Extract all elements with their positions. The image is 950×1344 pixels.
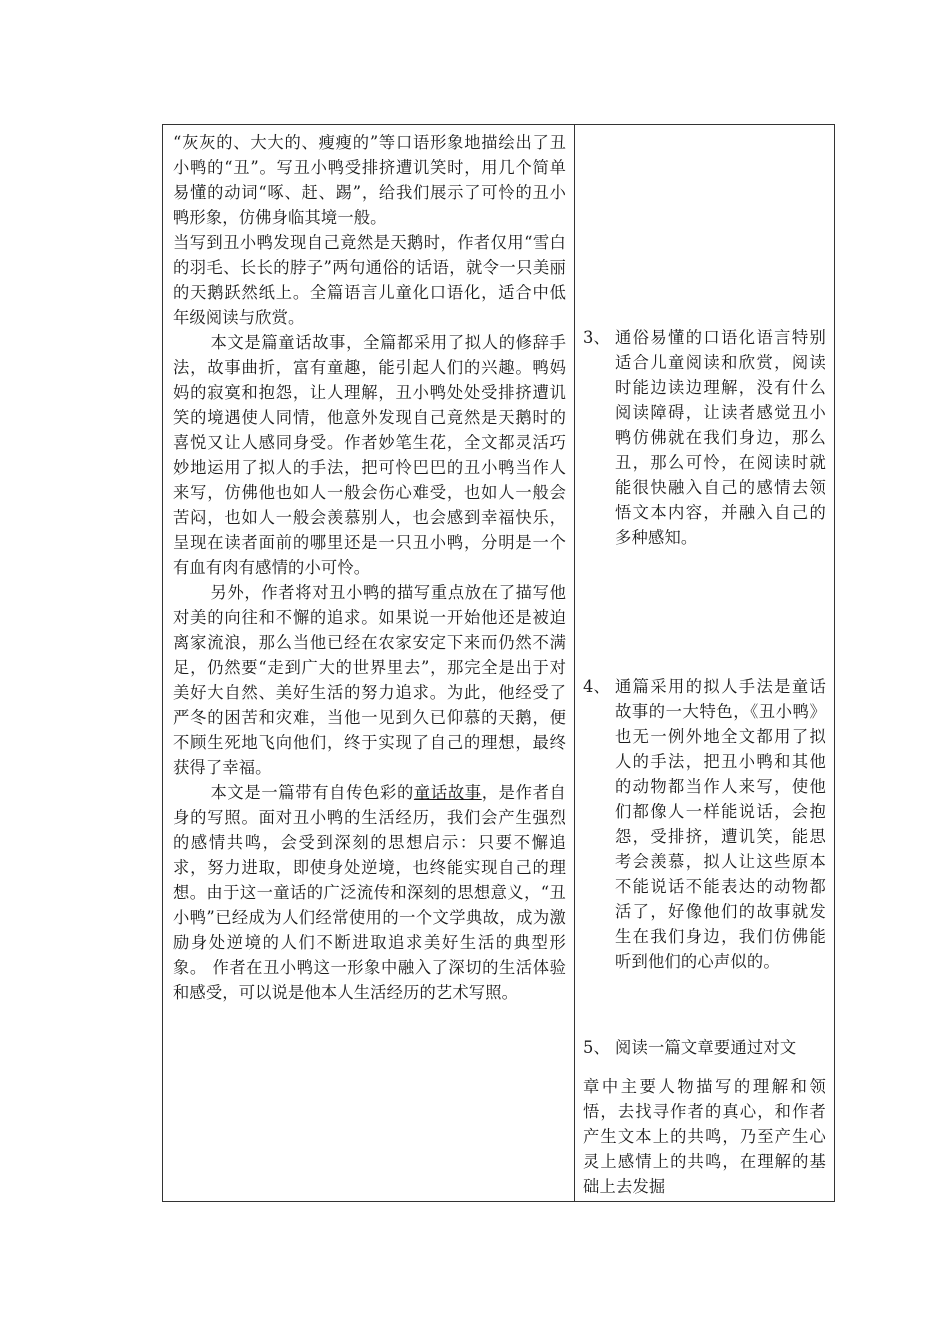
paragraph-5-start: 本文是一篇带有自传色彩的 — [210, 783, 414, 802]
note-4-number: 4、 — [583, 677, 611, 696]
main-text — [163, 125, 574, 1005]
underlined-term: 童话故事 — [413, 783, 482, 802]
paragraph-1: “灰灰的、大大的、瘦瘦的”等口语形象地描绘出了丑小鸭的“丑”。写丑小鸭受排挤遭讥笑时，用几个简单易懂的动词“啄、赶、踢”，给我们展示了可怜的丑小鸭形象，仿佛身临其境一般。 — [173, 133, 566, 227]
note-3-number: 3、 — [583, 328, 611, 347]
notes-column — [575, 125, 834, 1201]
paragraph-2: 当写到丑小鸭发现自己竟然是天鹅时，作者仅用“雪白的羽毛、长长的脖子”两句通俗的话语，就令一只美丽的天鹅跃然纸上。全篇语言儿童化口语化，适合中低年级阅读与欣赏。 — [173, 233, 566, 327]
main-text-cell — [163, 125, 575, 1202]
note-4-text: 通篇采用的拟人手法是童话故事的一大特色，《丑小鸭》也无一例外地全文都用了拟人的手法，把丑小鸭和其他的动物都当作人来写，使他们都像人一样能说话，会抱怨，受排挤，遭讥笑，能思考会羡慕，拟人让这些原本不能说话不能表达的动物都活了，好像他们的故事就发生在我们身边，我们仿佛能听到他们的心声似的。 — [615, 677, 826, 971]
paragraph-4: 另外，作者将对丑小鸭的描写重点放在了描写他对美的向往和不懈的追求。如果说一开始他还是被迫离家流浪，那么当他已经在农家安定下来而仍然不满足，仍然要“走到广大的世界里去”，那完全是出于对美好大自然、美好生活的努力追求。为此，他经受了严冬的困苦和灾难，当他一见到久已仰慕的天鹅，便不顾生死地飞向他们，终于实现了自己的理想，最终获得了幸福。 — [173, 583, 566, 777]
paragraph-5 — [173, 780, 566, 1005]
note-5-text: 章中主要人物描写的理解和领悟，去找寻作者的真心，和作者产生文本上的共鸣，乃至产生心灵上感情上的共鸣，在理解的基础上去发掘 — [583, 1077, 826, 1196]
note-5-first-line: 阅读一篇文章要通过对文 — [615, 1038, 797, 1057]
note-5-number: 5、 — [583, 1038, 611, 1057]
table-row — [163, 125, 835, 1202]
note-4 — [583, 674, 826, 974]
note-3-text: 通俗易懂的口语化语言特别适合儿童阅读和欣赏，阅读时能边读边理解，没有什么阅读障碍，让读者感觉丑小鸭仿佛就在我们身边，那么丑，那么可怜，在阅读时就能很快融入自己的感情去领悟文本内容，并融入自己的多种感知。 — [615, 328, 826, 547]
paragraph-3: 本文是篇童话故事，全篇都采用了拟人的修辞手法，故事曲折，富有童趣，能引起人们的兴趣。鸭妈妈的寂寞和抱怨，让人理解，丑小鸭处处受排挤遭讥笑的境遇使人同情，他意外发现自己竟然是天鹅时的喜悦又让人感同身受。作者妙笔生花，全文都灵活巧妙地运用了拟人的手法，把可怜巴巴的丑小鸭当作人来写，仿佛他也如人一般会伤心难受，也如人一般会苦闷，也如人一般会羡慕别人，也会感到幸福快乐，呈现在读者面前的哪里还是一只丑小鸭，分明是一个有血有肉有感情的小可怜。 — [173, 333, 566, 577]
note-3 — [583, 325, 826, 550]
commentary-table — [162, 124, 835, 1202]
notes-cell — [575, 125, 835, 1202]
note-5 — [583, 1035, 826, 1199]
paragraph-5-end: ，是作者自身的写照。面对丑小鸭的生活经历，我们会产生强烈的感情共鸣，会受到深刻的思想启示：只要不懈追求，努力进取，即使身处逆境，也终能实现自己的理想。由于这一童话的广泛流传和深刻的思想意义，“丑小鸭”已经成为人们经常使用的一个文学典故，成为激励身处逆境的人们不断进取追求美好生活的典型形象。 作者在丑小鸭这一形象中融入了深切的生活体验和感受，可以说是他本人生活经历的艺术写照。 — [173, 783, 566, 1002]
